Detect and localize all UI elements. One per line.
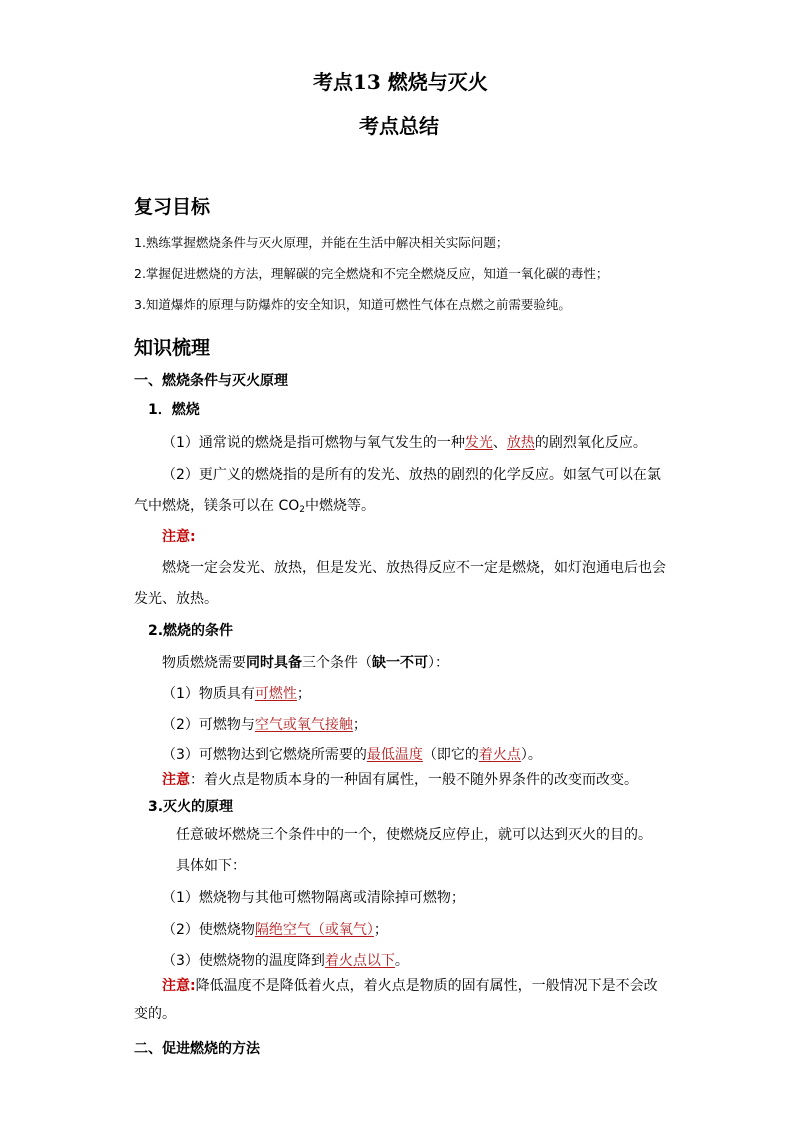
knowledge-heading: 知识梳理 <box>134 337 211 359</box>
combustion-note-line-2: 发光、放热。 <box>134 591 218 607</box>
combustion-paragraph-1: （1）通常说的燃烧是指可燃物与氧气发生的一种发光、放热的剧烈氧化反应。 <box>162 435 647 451</box>
keyword-air-contact: 空气或氧气接触 <box>254 717 353 733</box>
subsection-extinguishing-heading: 3.灭火的原理 <box>148 799 234 815</box>
keyword-light: 发光 <box>464 435 493 451</box>
extinguishing-paragraph-2: 具体如下： <box>176 858 246 874</box>
keyword-heat: 放热 <box>506 435 535 451</box>
review-item-2: 2.掌握促进燃烧的方法，理解碳的完全燃烧和不完全燃烧反应，知道一氧化碳的毒性； <box>134 266 609 281</box>
extinguishing-method-1: （1）燃烧物与其他可燃物隔离或清除掉可燃物； <box>162 890 465 906</box>
keyword-isolate-air: 隔绝空气（或氧气） <box>254 922 374 938</box>
document-title: 考点13 燃烧与灭火 <box>313 70 488 94</box>
extinguishing-paragraph-1: 任意破坏燃烧三个条件中的一个，使燃烧反应停止，就可以达到灭火的目的。 <box>176 827 652 843</box>
extinguishing-method-2: （2）使燃烧物隔绝空气（或氧气）； <box>162 922 388 938</box>
combustion-note-line-1: 燃烧一定会发光、放热，但是发光、放热得反应不一定是燃烧，如灯泡通电后也会 <box>162 560 666 576</box>
combustion-paragraph-2-line-2: 气中燃烧，镁条可以在 $CO_2$中燃烧等。 <box>134 498 375 515</box>
conditions-intro: 物质燃烧需要同时具备三个条件（缺一不可）： <box>162 655 449 671</box>
document-subtitle: 考点总结 <box>359 114 439 138</box>
condition-2: （2）可燃物与空气或氧气接触； <box>162 717 367 733</box>
section-2-heading: 二、促进燃烧的方法 <box>134 1041 260 1057</box>
review-item-1: 1.熟练掌握燃烧条件与灭火原理，并能在生活中解决相关实际问题； <box>134 235 509 250</box>
subsection-combustion-heading: 1．燃烧 <box>148 402 200 418</box>
section-1-heading: 一、燃烧条件与灭火原理 <box>134 373 288 389</box>
keyword-ignition-point: 着火点 <box>478 747 521 763</box>
extinguishing-note-line-2: 变的。 <box>134 1006 176 1022</box>
subsection-conditions-heading: 2.燃烧的条件 <box>148 623 234 639</box>
combustion-paragraph-2-line-1: （2）更广义的燃烧指的是所有的发光、放热的剧烈的化学反应。如氢气可以在氯 <box>162 467 661 483</box>
condition-3: （3）可燃物达到它燃烧所需要的最低温度（即它的着火点）。 <box>162 747 542 763</box>
conditions-note: 注意：着火点是物质本身的一种固有属性，一般不随外界条件的改变而改变。 <box>162 772 638 788</box>
keyword-minimum-temperature: 最低温度 <box>366 747 423 763</box>
extinguishing-note-line-1: 注意:降低温度不是降低着火点，着火点是物质的固有属性，一般情况下是不会改 <box>162 978 658 994</box>
condition-1: （1）物质具有可燃性； <box>162 686 311 702</box>
extinguishing-method-3: （3）使燃烧物的温度降到着火点以下。 <box>162 953 409 969</box>
keyword-combustibility: 可燃性 <box>254 686 297 702</box>
review-heading: 复习目标 <box>134 196 211 218</box>
combustion-note-label: 注意: <box>162 529 196 545</box>
keyword-below-ignition-point: 着火点以下 <box>324 953 395 969</box>
review-item-3: 3.知道爆炸的原理与防爆炸的安全知识，知道可燃性气体在点燃之前需要验纯。 <box>134 297 571 312</box>
